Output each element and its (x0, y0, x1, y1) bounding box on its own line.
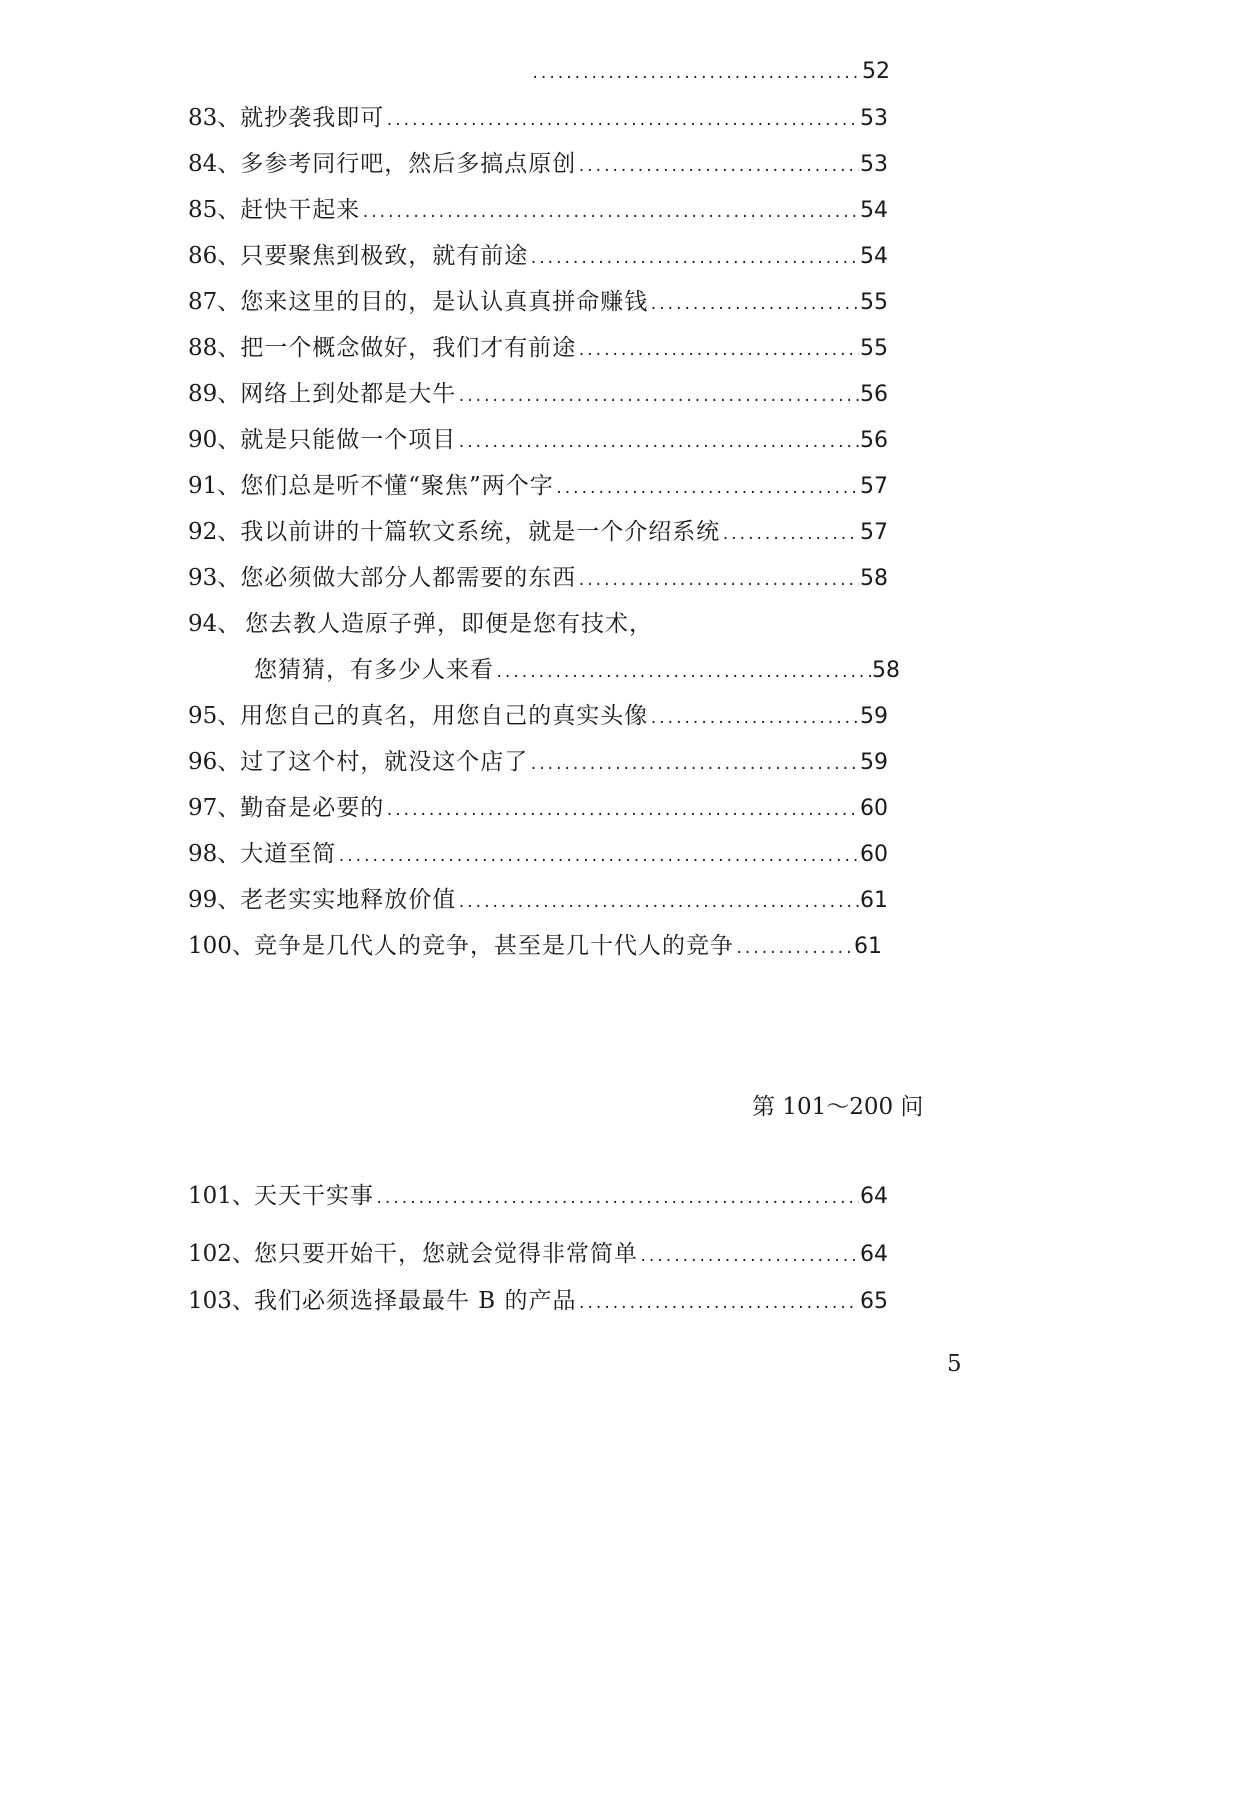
toc-page: 55 (860, 290, 888, 315)
toc-page: 56 (860, 428, 888, 453)
toc-number: 97、 (188, 795, 241, 821)
toc-entry[interactable] (188, 929, 882, 963)
toc-number: 93、 (188, 565, 241, 591)
dot-leader (495, 656, 871, 690)
toc-entry[interactable] (188, 101, 888, 135)
toc-page: 59 (860, 750, 888, 775)
toc-number: 92、 (188, 519, 241, 545)
dot-leader (361, 196, 859, 230)
toc-number: 95、 (188, 703, 241, 729)
toc-page: 53 (860, 106, 888, 131)
toc-page: 52 (862, 59, 890, 84)
toc-page: 53 (860, 152, 888, 177)
toc-title: 天天干实事 (254, 1183, 374, 1209)
toc-entry[interactable] (188, 883, 888, 917)
toc-entry[interactable] (188, 607, 888, 641)
toc-entry[interactable] (188, 791, 888, 825)
toc-number: 87、 (188, 289, 241, 315)
toc-entry[interactable] (188, 561, 888, 595)
toc-entry[interactable] (188, 469, 888, 503)
toc-number: 89、 (188, 381, 241, 407)
toc-page: 61 (860, 888, 888, 913)
dot-leader (577, 564, 859, 598)
toc-entry[interactable] (188, 285, 888, 319)
toc-title: 您去教人造原子弹，即便是您有技术， (245, 611, 653, 637)
toc-title: 您必须做大部分人都需要的东西 (240, 565, 577, 591)
toc-number: 96、 (188, 749, 241, 775)
dot-leader (735, 932, 853, 966)
dot-leader (529, 748, 859, 782)
toc-entry[interactable] (188, 837, 888, 871)
toc-entry[interactable] (188, 193, 888, 227)
toc-page: 56 (860, 382, 888, 407)
dot-leader (577, 150, 859, 184)
toc-title: 您们总是听不懂“聚焦”两个字 (240, 473, 554, 499)
dot-leader (385, 794, 859, 828)
toc-title: 多参考同行吧，然后多搞点原创 (240, 151, 577, 177)
toc-title: 我以前讲的十篇软文系统，就是一个介绍系统 (240, 519, 721, 545)
toc-entry[interactable] (188, 1284, 888, 1318)
toc-entry[interactable] (188, 515, 888, 549)
toc-page: 59 (860, 704, 888, 729)
toc-number: 101、 (188, 1183, 255, 1209)
toc-title: 大道至简 (240, 841, 337, 867)
toc-entry[interactable] (188, 239, 888, 273)
toc-page: 58 (860, 566, 888, 591)
toc-title: 竞争是几代人的竞争，甚至是几十代人的竞争 (254, 933, 734, 959)
toc-number: 85、 (188, 197, 241, 223)
section-heading: 第 101～200 问 (752, 1094, 924, 1120)
toc-title-continuation: 您猜猜，有多少人来看 (254, 657, 494, 683)
toc-title: 过了这个村，就没这个店了 (240, 749, 529, 775)
toc-title: 赶快干起来 (240, 197, 361, 223)
toc-entry[interactable] (188, 699, 888, 733)
toc-entry[interactable] (188, 423, 888, 457)
toc-title: 只要聚焦到极致，就有前途 (240, 243, 529, 269)
toc-page: 64 (860, 1184, 888, 1209)
dot-leader (457, 886, 859, 920)
toc-page: 58 (872, 658, 900, 683)
toc-entry[interactable] (188, 1237, 888, 1271)
toc-number: 102、 (188, 1241, 255, 1267)
toc-title: 用您自己的真名，用您自己的真实头像 (240, 703, 649, 729)
toc-title: 勤奋是必要的 (240, 795, 385, 821)
toc-entry[interactable] (188, 377, 888, 411)
toc-continuation-line (530, 55, 890, 89)
toc-number: 83、 (188, 105, 241, 131)
dot-leader (529, 242, 859, 276)
toc-number: 90、 (188, 427, 241, 453)
toc-title: 您来这里的目的，是认认真真拼命赚钱 (240, 289, 649, 315)
toc-number: 100、 (188, 933, 255, 959)
toc-title: 网络上到处都是大牛 (240, 381, 457, 407)
toc-title: 您只要开始干，您就会觉得非常简单 (254, 1241, 638, 1267)
dot-leader (457, 426, 859, 460)
dot-leader (577, 334, 859, 368)
toc-title: 就抄袭我即可 (240, 105, 385, 131)
toc-number: 86、 (188, 243, 241, 269)
toc-page: 61 (854, 934, 882, 959)
dot-leader (649, 702, 859, 736)
toc-title: 把一个概念做好，我们才有前途 (240, 335, 577, 361)
dot-leader (385, 104, 859, 138)
toc-entry[interactable] (188, 331, 888, 365)
toc-number: 99、 (188, 887, 241, 913)
toc-title: 老老实实地释放价值 (240, 887, 457, 913)
toc-page: 65 (860, 1289, 888, 1314)
toc-number: 94、 (188, 611, 241, 637)
toc-entry[interactable] (188, 1179, 888, 1213)
toc-page: 60 (860, 796, 888, 821)
dot-leader (531, 57, 861, 91)
dot-leader (639, 1240, 859, 1274)
toc-entry[interactable] (188, 745, 888, 779)
dot-leader (375, 1182, 859, 1216)
toc-page: 57 (860, 474, 888, 499)
toc-page: 54 (860, 198, 888, 223)
dot-leader (457, 380, 859, 414)
dot-leader (578, 1287, 859, 1321)
dot-leader (337, 840, 859, 874)
toc-title: 就是只能做一个项目 (240, 427, 457, 453)
toc-number: 88、 (188, 335, 241, 361)
toc-entry[interactable] (188, 147, 888, 181)
dot-leader (649, 288, 859, 322)
dot-leader (555, 472, 859, 506)
toc-entry-continuation[interactable] (254, 653, 900, 687)
toc-title: 我们必须选择最最牛 B 的产品 (254, 1288, 577, 1314)
toc-page: 57 (860, 520, 888, 545)
toc-page: 64 (860, 1242, 888, 1267)
toc-page: 55 (860, 336, 888, 361)
toc-number: 84、 (188, 151, 241, 177)
dot-leader (721, 518, 859, 552)
toc-page: 60 (860, 842, 888, 867)
toc-number: 98、 (188, 841, 241, 867)
page-number: 5 (947, 1351, 962, 1377)
toc-number: 103、 (188, 1288, 255, 1314)
toc-page: 54 (860, 244, 888, 269)
toc-number: 91、 (188, 473, 241, 499)
